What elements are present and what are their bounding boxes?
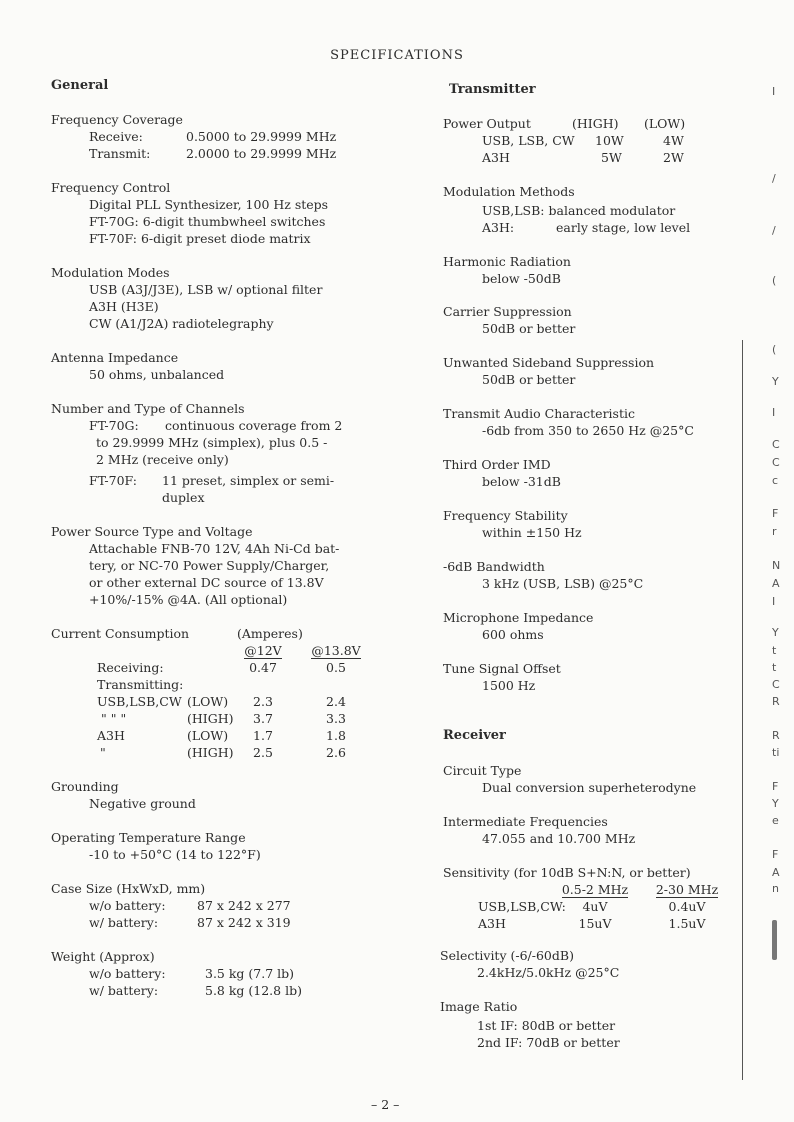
channels-label: Number and Type of Channels — [51, 401, 245, 416]
imd-label: Third Order IMD — [443, 457, 551, 472]
power-row-mode: A3H — [482, 150, 510, 165]
selectivity-value: 2.4kHz/5.0kHz @25°C — [477, 965, 620, 980]
edge-fragment: r — [772, 525, 777, 538]
modulation-methods-a3h-label: A3H: — [482, 220, 515, 235]
antenna-label: Antenna Impedance — [51, 350, 179, 365]
sensitivity-label: Sensitivity (for 10dB S+N:N, or better) — [443, 865, 691, 880]
edge-fragment: I — [772, 85, 776, 98]
if-label: Intermediate Frequencies — [443, 814, 608, 829]
sideband-value: 50dB or better — [482, 372, 576, 387]
modulation-mode-line: A3H (H3E) — [89, 299, 159, 314]
receive-label: Receive: — [89, 129, 143, 144]
grounding-label: Grounding — [51, 779, 119, 794]
sensitivity-row-v1: 15uV — [578, 916, 612, 931]
receiver-heading: Receiver — [443, 728, 506, 743]
audio-label: Transmit Audio Characteristic — [443, 406, 635, 421]
modulation-methods-line: USB,LSB: balanced modulator — [482, 203, 676, 218]
current-row-mode: USB,LSB,CW — [97, 694, 182, 709]
power-row-low: 4W — [663, 133, 684, 148]
power-row-high: 5W — [601, 150, 622, 165]
channels-f-line: duplex — [162, 490, 205, 505]
edge-fragment: C — [772, 678, 780, 691]
sensitivity-row-v2: 1.5uV — [668, 916, 706, 931]
antenna-value: 50 ohms, unbalanced — [89, 367, 225, 382]
modulation-mode-line: CW (A1/J2A) radiotelegraphy — [89, 316, 274, 331]
edge-fragment: C — [772, 456, 780, 469]
power-row-high: 10W — [595, 133, 624, 148]
freq-control-line: Digital PLL Synthesizer, 100 Hz steps — [89, 197, 329, 212]
edge-fragment: Y — [772, 375, 779, 388]
circuit-value: Dual conversion superheterodyne — [482, 780, 697, 795]
modulation-methods-label: Modulation Methods — [443, 184, 575, 199]
circuit-label: Circuit Type — [443, 763, 522, 778]
edge-fragment: F — [772, 780, 779, 793]
edge-fragment: / — [772, 224, 776, 237]
channels-f-line: 11 preset, simplex or semi- — [162, 473, 335, 488]
receiving-12v: 0.47 — [249, 660, 277, 675]
imd-value: below -31dB — [482, 474, 561, 489]
power-low-header: (LOW) — [644, 116, 686, 131]
case-w-value: 87 x 242 x 319 — [197, 915, 291, 930]
weight-w-label: w/ battery: — [89, 983, 159, 998]
receive-value: 0.5000 to 29.9999 MHz — [186, 129, 337, 144]
edge-fragment: ( — [772, 343, 777, 356]
sensitivity-col2-header: 2-30 MHz — [655, 882, 719, 897]
edge-fragment: I — [772, 595, 776, 608]
edge-fragment: R — [772, 729, 780, 742]
case-wo-label: w/o battery: — [89, 898, 166, 913]
power-source-line: Attachable FNB-70 12V, 4Ah Ni-Cd bat- — [89, 541, 340, 556]
sensitivity-row-v2: 0.4uV — [668, 899, 706, 914]
current-row-level: (LOW) — [187, 694, 229, 709]
channels-g-label: FT-70G: — [89, 418, 139, 433]
edge-fragment: / — [772, 172, 776, 185]
temperature-label: Operating Temperature Range — [51, 830, 246, 845]
edge-fragment: Y — [772, 626, 779, 639]
edge-fragment: A — [772, 866, 780, 879]
freq-coverage-label: Frequency Coverage — [51, 112, 183, 127]
image-ratio-line: 1st IF: 80dB or better — [477, 1018, 616, 1033]
current-row-138v: 2.6 — [326, 745, 346, 760]
channels-g-line: to 29.9999 MHz (simplex), plus 0.5 - — [96, 435, 328, 450]
binding-mark — [772, 920, 777, 960]
power-high-header: (HIGH) — [572, 116, 619, 131]
transmit-value: 2.0000 to 29.9999 MHz — [186, 146, 337, 161]
case-wo-value: 87 x 242 x 277 — [197, 898, 291, 913]
page-title: SPECIFICATIONS — [330, 48, 464, 63]
page-number: – 2 – — [371, 1097, 400, 1112]
edge-fragment: n — [772, 882, 779, 895]
harmonic-value: below -50dB — [482, 271, 561, 286]
power-source-label: Power Source Type and Voltage — [51, 524, 253, 539]
mic-value: 600 ohms — [482, 627, 544, 642]
edge-fragment: F — [772, 507, 779, 520]
tune-label: Tune Signal Offset — [443, 661, 561, 676]
edge-fragment: I — [772, 406, 776, 419]
current-row-12v: 1.7 — [253, 728, 273, 743]
audio-value: -6db from 350 to 2650 Hz @25°C — [482, 423, 694, 438]
power-source-line: or other external DC source of 13.8V — [89, 575, 324, 590]
edge-fragment: A — [772, 577, 780, 590]
edge-fragment: t — [772, 661, 777, 674]
current-unit: (Amperes) — [237, 626, 303, 641]
edge-fragment: t — [772, 644, 777, 657]
edge-fragment: F — [772, 848, 779, 861]
col-138v-header: @13.8V — [311, 643, 361, 658]
sensitivity-row-mode: USB,LSB,CW: — [478, 899, 566, 914]
channels-f-label: FT-70F: — [89, 473, 137, 488]
weight-wo-label: w/o battery: — [89, 966, 166, 981]
power-source-line: +10%/-15% @4A. (All optional) — [89, 592, 288, 607]
freq-control-label: Frequency Control — [51, 180, 171, 195]
sensitivity-col1-header: 0.5-2 MHz — [561, 882, 629, 897]
power-row-low: 2W — [663, 150, 684, 165]
page-gutter-line — [742, 340, 743, 1080]
receiving-label: Receiving: — [97, 660, 164, 675]
receiving-138v: 0.5 — [326, 660, 346, 675]
edge-fragment: N — [772, 559, 781, 572]
image-ratio-line: 2nd IF: 70dB or better — [477, 1035, 620, 1050]
case-size-label: Case Size (HxWxD, mm) — [51, 881, 206, 896]
current-row-level: (LOW) — [187, 728, 229, 743]
grounding-value: Negative ground — [89, 796, 196, 811]
edge-fragment: C — [772, 438, 780, 451]
transmitting-label: Transmitting: — [97, 677, 184, 692]
edge-fragment: e — [772, 814, 779, 827]
current-row-mode: " — [100, 745, 106, 760]
current-row-138v: 2.4 — [326, 694, 346, 709]
weight-w-value: 5.8 kg (12.8 lb) — [205, 983, 302, 998]
mic-label: Microphone Impedance — [443, 610, 594, 625]
bandwidth-label: -6dB Bandwidth — [443, 559, 545, 574]
case-w-label: w/ battery: — [89, 915, 159, 930]
edge-fragment: ( — [772, 274, 777, 287]
carrier-value: 50dB or better — [482, 321, 576, 336]
current-row-12v: 3.7 — [253, 711, 273, 726]
selectivity-label: Selectivity (-6/-60dB) — [440, 948, 574, 963]
image-ratio-label: Image Ratio — [440, 999, 518, 1014]
sideband-label: Unwanted Sideband Suppression — [443, 355, 655, 370]
power-output-label: Power Output — [443, 116, 531, 131]
sensitivity-row-mode: A3H — [478, 916, 506, 931]
power-source-line: tery, or NC-70 Power Supply/Charger, — [89, 558, 330, 573]
carrier-label: Carrier Suppression — [443, 304, 572, 319]
current-row-12v: 2.3 — [253, 694, 273, 709]
modulation-methods-a3h-value: early stage, low level — [556, 220, 691, 235]
weight-wo-value: 3.5 kg (7.7 lb) — [205, 966, 295, 981]
current-row-level: (HIGH) — [187, 711, 234, 726]
current-row-138v: 3.3 — [326, 711, 346, 726]
current-row-12v: 2.5 — [253, 745, 273, 760]
current-row-level: (HIGH) — [187, 745, 234, 760]
transmitter-heading: Transmitter — [449, 82, 536, 97]
channels-g-line: 2 MHz (receive only) — [96, 452, 229, 467]
stability-value: within ±150 Hz — [482, 525, 582, 540]
tune-value: 1500 Hz — [482, 678, 536, 693]
edge-fragment: ti — [772, 746, 780, 759]
sensitivity-row-v1: 4uV — [582, 899, 608, 914]
power-row-mode: USB, LSB, CW — [482, 133, 575, 148]
current-row-mode: " " " — [101, 711, 127, 726]
channels-g-line: continuous coverage from 2 — [165, 418, 343, 433]
edge-fragment: R — [772, 695, 780, 708]
weight-label: Weight (Approx) — [51, 949, 155, 964]
edge-fragment: Y — [772, 797, 779, 810]
freq-control-line: FT-70F: 6-digit preset diode matrix — [89, 231, 311, 246]
temperature-value: -10 to +50°C (14 to 122°F) — [89, 847, 261, 862]
edge-fragment: c — [772, 474, 779, 487]
current-row-mode: A3H — [97, 728, 125, 743]
harmonic-label: Harmonic Radiation — [443, 254, 571, 269]
bandwidth-value: 3 kHz (USB, LSB) @25°C — [482, 576, 644, 591]
current-row-138v: 1.8 — [326, 728, 346, 743]
col-12v-header: @12V — [244, 643, 282, 658]
transmit-label: Transmit: — [89, 146, 151, 161]
current-label: Current Consumption — [51, 626, 190, 641]
modulation-modes-label: Modulation Modes — [51, 265, 170, 280]
modulation-mode-line: USB (A3J/J3E), LSB w/ optional filter — [89, 282, 323, 297]
stability-label: Frequency Stability — [443, 508, 568, 523]
freq-control-line: FT-70G: 6-digit thumbwheel switches — [89, 214, 326, 229]
if-value: 47.055 and 10.700 MHz — [482, 831, 636, 846]
general-heading: General — [51, 78, 109, 93]
